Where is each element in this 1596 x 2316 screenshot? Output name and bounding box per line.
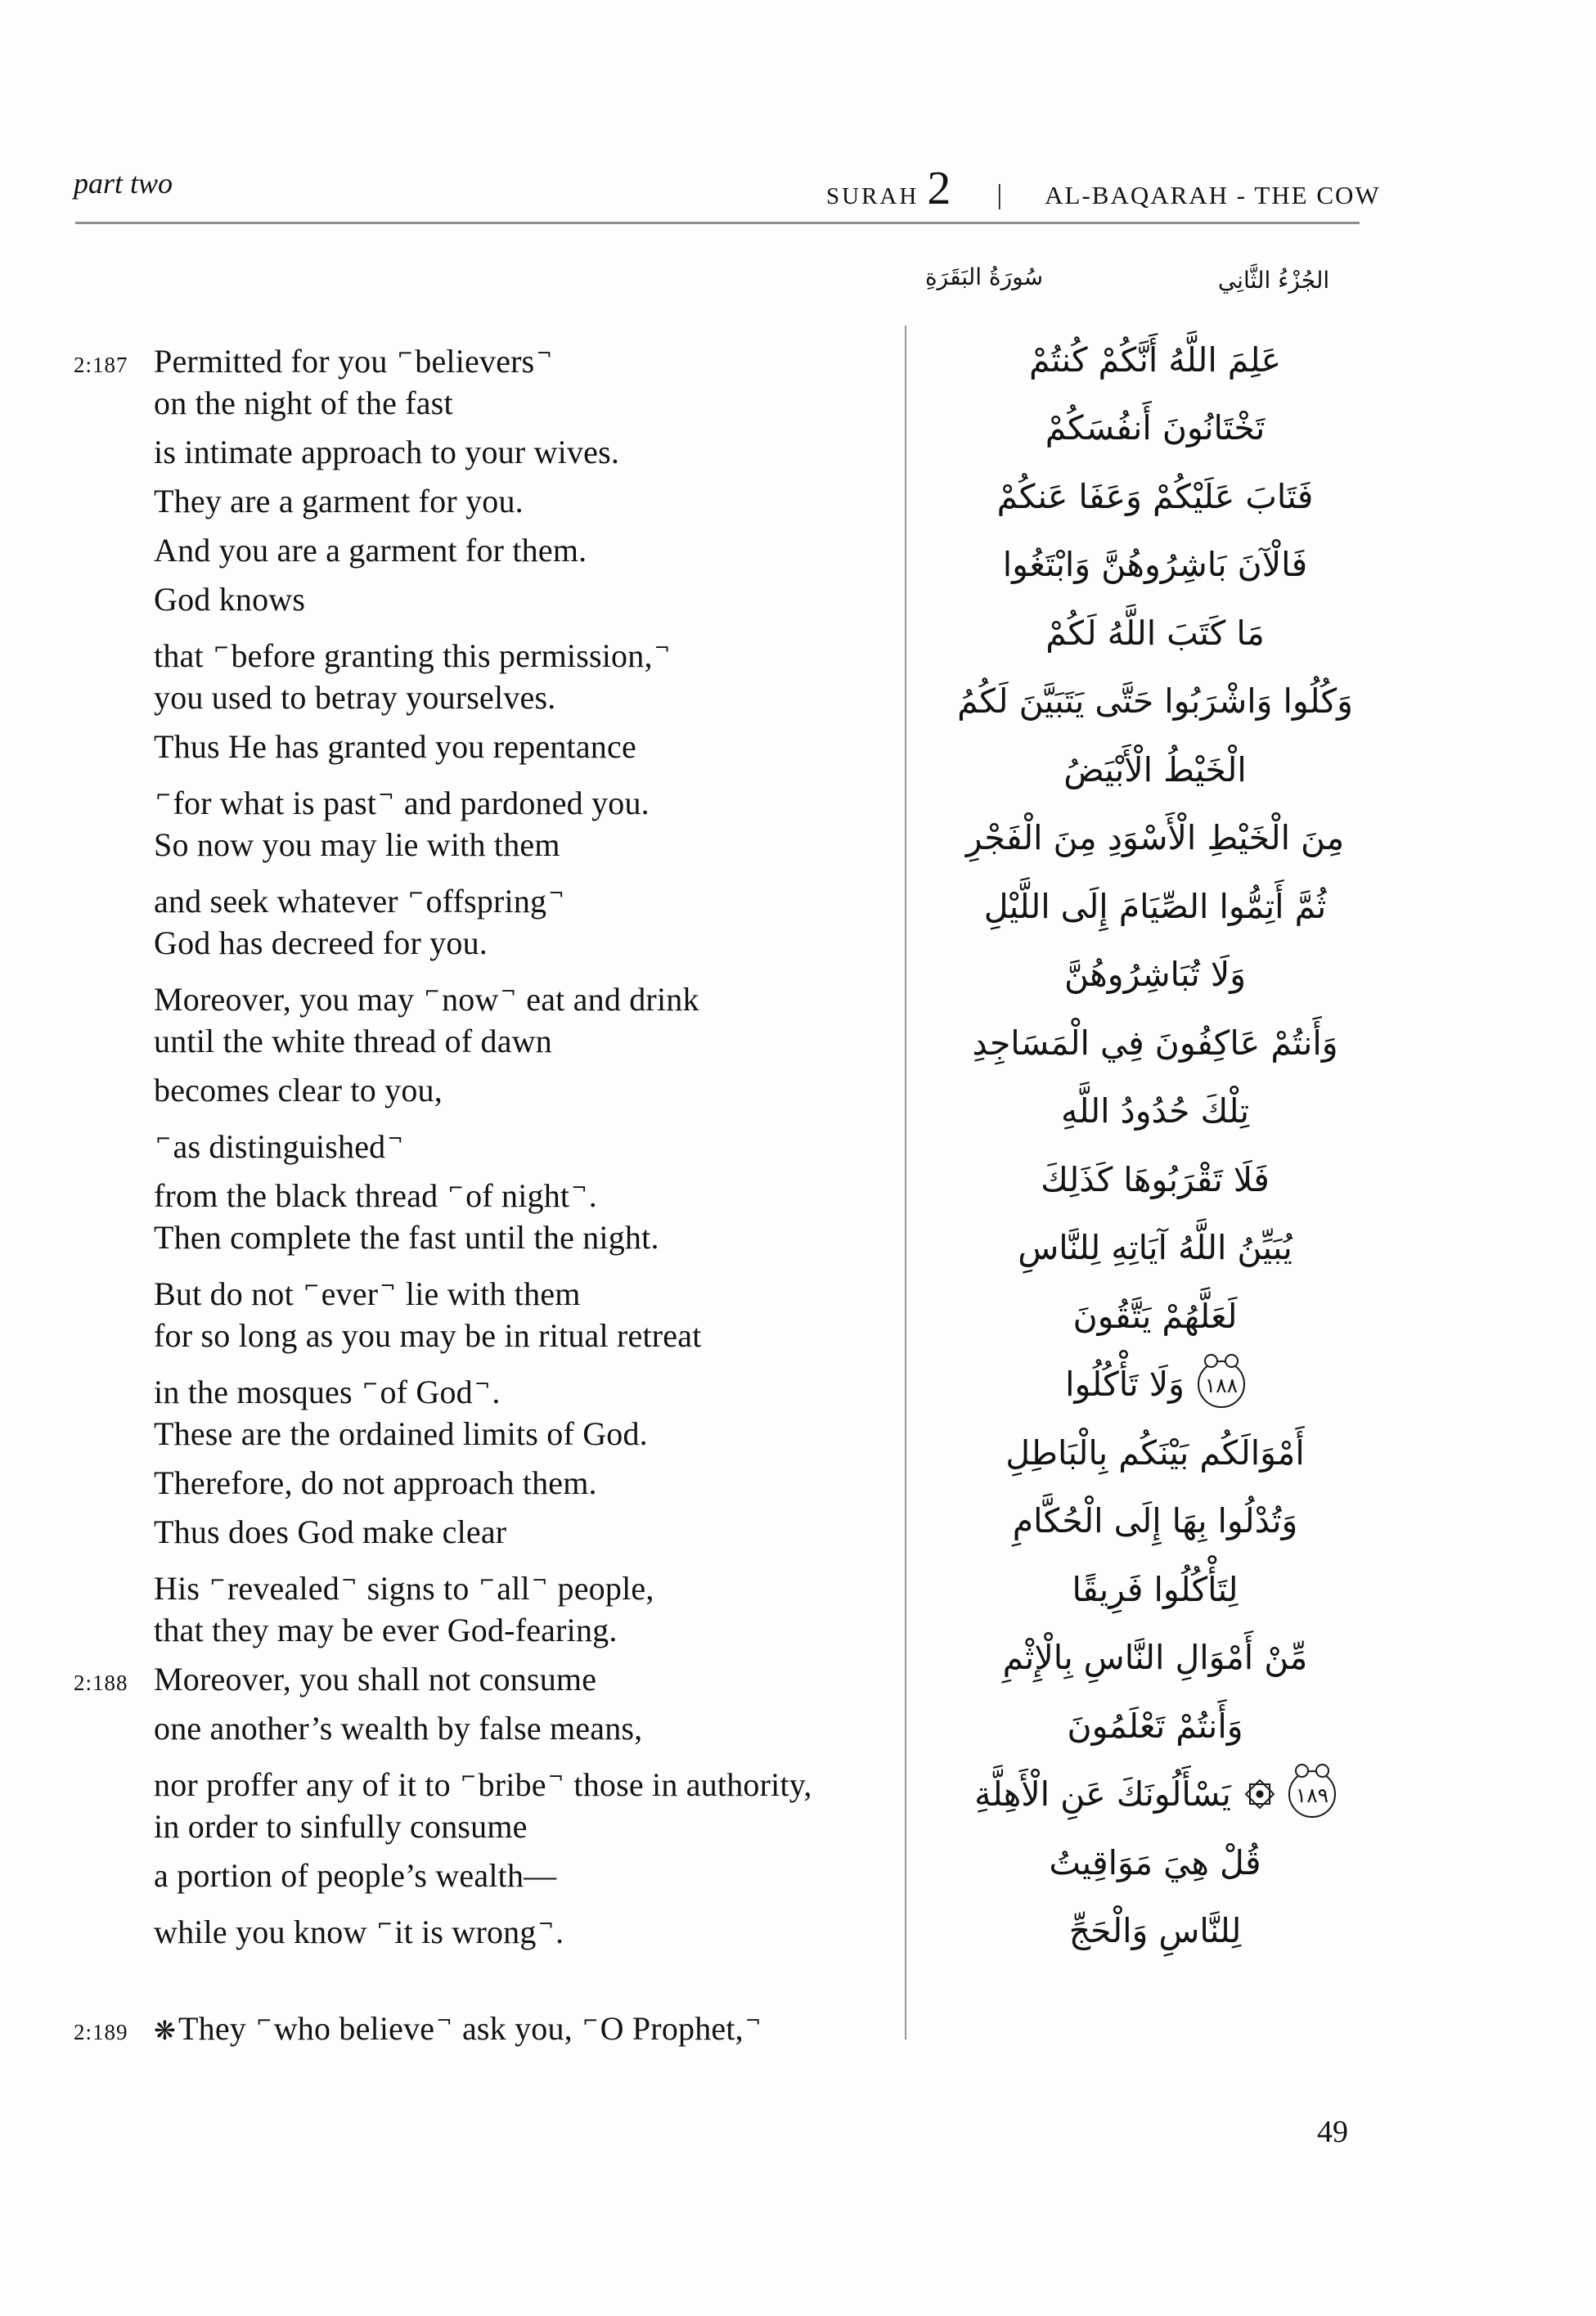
translation-phrase: you used to betray yourselves. (154, 679, 556, 716)
translation-text (154, 1808, 528, 1845)
translation-text (154, 728, 636, 765)
translation-phrase: His ⌐revealed¬ signs to ⌐all¬ people, (154, 1570, 654, 1607)
translation-phrase: But do not ⌐ever¬ lie with them (154, 1275, 581, 1312)
arabic-phrase: وَلَا تَأْكُلُوا (1065, 1365, 1185, 1405)
translation-phrase: a portion of people’s wealth— (154, 1857, 557, 1894)
translation-line (0, 1655, 900, 1704)
translation-phrase: God has decreed for you. (154, 924, 488, 961)
translation-text (154, 385, 453, 421)
translation-phrase: that ⌐before granting this permission,¬ (154, 637, 671, 674)
translation-line (0, 624, 900, 673)
column-divider (905, 326, 906, 2039)
arabic-phrase: فَلَا تَقْرَبُوهَا كَذَلِكَ (1041, 1159, 1270, 1199)
arabic-phrase: وَتُدْلُوا بِهَا إِلَى الْحُكَّامِ (1012, 1501, 1298, 1541)
translation-text (154, 679, 555, 716)
arabic-line (910, 1214, 1400, 1283)
translation-text (154, 1570, 654, 1607)
translation-line (0, 1900, 900, 1949)
translation-phrase: Thus does God make clear (154, 1513, 507, 1550)
translation-line (0, 379, 900, 428)
translation-line (0, 1508, 900, 1557)
translation-line (0, 575, 900, 624)
arabic-line (910, 941, 1400, 1010)
arabic-line (910, 1761, 1400, 1829)
verse-medallion-icon (1288, 1770, 1336, 1818)
translation-text (154, 1128, 405, 1165)
translation-line (0, 1557, 900, 1606)
translation-text (154, 1914, 564, 1950)
translation-phrase: Therefore, do not approach them. (154, 1464, 597, 1501)
header-separator: | (996, 180, 1003, 210)
translation-phrase: from the black thread ⌐of night¬. (154, 1177, 597, 1214)
translation-phrase: They are a garment for you. (154, 483, 524, 519)
translation-phrase: Moreover, you may ⌐now¬ eat and drink (154, 981, 699, 1018)
arabic-phrase: قُلْ هِيَ مَوَاقِيتُ (1049, 1842, 1261, 1882)
translation-text (154, 1219, 659, 1256)
translation-text (154, 1513, 506, 1550)
translation-line (0, 1410, 900, 1459)
arabic-phrase: تَخْتَانُونَ أَنفُسَكُمْ (1045, 408, 1266, 448)
translation-line (0, 821, 900, 870)
translation-line (0, 1262, 900, 1311)
english-translation-column (0, 330, 900, 2046)
translation-phrase: until the white thread of dawn (154, 1023, 552, 1059)
arabic-phrase: فَتَابَ عَلَيْكُمْ وَعَفَا عَنكُمْ (996, 476, 1314, 516)
translation-text (154, 1072, 443, 1109)
translation-phrase: in the mosques ⌐of God¬. (154, 1374, 501, 1410)
translation-line (0, 1115, 900, 1164)
verse-number-arabic: ١٨٨ (1204, 1373, 1239, 1397)
translation-phrase: that they may be ever God-fearing. (154, 1612, 618, 1648)
translation-line (0, 771, 900, 821)
translation-text (154, 1766, 812, 1803)
arabic-line (910, 804, 1400, 873)
translation-phrase: in order to sinfully consume (154, 1808, 528, 1845)
part-label: part two (74, 167, 173, 200)
page-number: 49 (1317, 2115, 1348, 2149)
arabic-line (910, 1351, 1400, 1419)
translation-text (154, 1177, 597, 1214)
juz-label-arabic: الجُزْءُ الثَّانِي (1217, 267, 1330, 294)
translation-phrase: one another’s wealth by false means, (154, 1710, 643, 1747)
arabic-phrase: وَأَنتُمْ تَعْلَمُونَ (1067, 1706, 1243, 1746)
verse-number-label: 2:189 (74, 2020, 128, 2044)
translation-phrase: God knows (154, 581, 306, 618)
arabic-line (910, 735, 1400, 804)
translation-line (0, 919, 900, 968)
translation-text (154, 637, 672, 674)
arabic-phrase: لِتَأْكُلُوا فَرِيقًا (1072, 1569, 1239, 1609)
arabic-phrase: مِنَ الْخَيْطِ الْأَسْوَدِ مِنَ الْفَجْرِ (965, 818, 1345, 858)
translation-line (0, 1164, 900, 1213)
arabic-line (910, 1624, 1400, 1693)
translation-line (0, 673, 900, 722)
verse-medallion-icon (1198, 1360, 1245, 1408)
arabic-phrase: عَلِمَ اللَّهُ أَنَّكُمْ كُنتُمْ (1028, 340, 1282, 380)
translation-phrase: Permitted for you ⌐believers¬ (154, 343, 552, 380)
arabic-phrase: ثُمَّ أَتِمُّوا الصِّيَامَ إِلَى اللَّيْلِ (983, 886, 1327, 926)
translation-phrase: So now you may lie with them (154, 826, 560, 863)
arabic-phrase: الْخَيْطُ الْأَبْيَضُ (1063, 749, 1247, 789)
surah-number: 2 (927, 161, 951, 214)
arabic-phrase: لِلنَّاسِ وَالْحَجِّ (1068, 1911, 1242, 1951)
translation-text (154, 1374, 501, 1410)
rub-el-hizb-icon (1244, 1779, 1275, 1810)
translation-phrase: for so long as you may be in ritual retreat (154, 1317, 702, 1354)
translation-text (154, 532, 587, 569)
translation-phrase: nor proffer any of it to ⌐bribe¬ those in authority, (154, 1766, 812, 1803)
arabic-phrase: مِّنْ أَمْوَالِ النَّاسِ بِالْإِثْمِ (1002, 1638, 1308, 1678)
arabic-line (910, 394, 1400, 463)
translation-line (0, 1997, 900, 2046)
translation-text (154, 581, 305, 618)
arabic-text-column (910, 326, 1400, 1965)
translation-phrase: Moreover, you shall not consume (154, 1661, 597, 1698)
translation-phrase: ⌐as distinguished¬ (155, 1128, 403, 1165)
translation-line (0, 1360, 900, 1410)
translation-line (0, 1213, 900, 1262)
translation-text (154, 1710, 642, 1747)
arabic-phrase: وَلَا تُبَاشِرُوهُنَّ (1063, 955, 1247, 995)
arabic-line (910, 1145, 1400, 1214)
arabic-phrase: أَمْوَالَكُم بَيْنَكُم بِالْبَاطِلِ (1005, 1432, 1305, 1473)
arabic-phrase: مَا كَتَبَ اللَّهُ لَكُمْ (1045, 613, 1265, 653)
translation-line (0, 526, 900, 575)
surah-name-arabic: سُورَةُ البَقَرَةِ (924, 263, 1044, 290)
verse-number-arabic: ١٨٩ (1295, 1783, 1329, 1807)
translation-line (0, 1606, 900, 1655)
header-rule (75, 222, 1360, 224)
arabic-line (910, 1009, 1400, 1077)
translation-text (154, 785, 650, 821)
translation-line (0, 870, 900, 919)
translation-line (0, 1802, 900, 1851)
translation-phrase: is intimate approach to your wives. (154, 434, 620, 470)
arabic-line (910, 326, 1400, 394)
translation-line (0, 1017, 900, 1066)
translation-text (154, 483, 524, 519)
arabic-line (910, 1828, 1400, 1897)
translation-text (154, 2010, 762, 2047)
arabic-line (910, 1555, 1400, 1624)
translation-line (0, 477, 900, 526)
translation-text (154, 924, 488, 961)
translation-phrase: ⌐for what is past¬ and pardoned you. (155, 785, 650, 821)
arabic-line (910, 1897, 1400, 1966)
translation-phrase: These are the ordained limits of God. (154, 1415, 648, 1452)
translation-text (154, 1857, 556, 1894)
verse-number-label: 2:188 (74, 1671, 128, 1695)
arabic-line (910, 1487, 1400, 1556)
translation-line (0, 1851, 900, 1900)
translation-text (154, 826, 560, 863)
arabic-phrase: فَالْآنَ بَاشِرُوهُنَّ وَابْتَغُوا (1002, 545, 1308, 585)
arabic-line (910, 872, 1400, 941)
translation-phrase: while you know ⌐it is wrong¬. (154, 1914, 564, 1950)
surah-name: AL-BAQARAH - THE COW (1045, 181, 1381, 209)
translation-line (0, 968, 900, 1017)
arabic-phrase: يُبَيِّنُ اللَّهُ آيَاتِهِ لِلنَّاسِ (1018, 1228, 1293, 1268)
arabic-phrase: وَأَنتُمْ عَاكِفُونَ فِي الْمَسَاجِدِ (972, 1023, 1338, 1063)
translation-text (154, 1464, 597, 1501)
arabic-phrase: يَسْأَلُونَكَ عَنِ الْأَهِلَّةِ (974, 1774, 1231, 1815)
arabic-line (910, 1419, 1400, 1487)
arabic-line (910, 1077, 1400, 1146)
translation-phrase: And you are a garment for them. (154, 532, 587, 569)
translation-text (154, 1415, 648, 1452)
arabic-phrase: لَعَلَّهُمْ يَتَّقُونَ (1072, 1296, 1238, 1336)
arabic-line (910, 1692, 1400, 1761)
arabic-phrase: وَكُلُوا وَاشْرَبُوا حَتَّى يَتَبَيَّنَ لَكُمُ (957, 681, 1353, 722)
translation-line (0, 428, 900, 477)
translation-phrase: Then complete the fast until the night. (154, 1219, 659, 1256)
translation-phrase: and seek whatever ⌐offspring¬ (154, 883, 564, 920)
arabic-phrase: تِلْكَ حُدُودُ اللَّهِ (1061, 1091, 1249, 1131)
translation-line (0, 1704, 900, 1753)
translation-line (0, 330, 900, 379)
translation-line (0, 1311, 900, 1360)
surah-word: SURAH (826, 183, 919, 209)
translation-text (154, 1317, 702, 1354)
arabic-line (910, 599, 1400, 668)
translation-phrase: Thus He has granted you repentance (154, 728, 636, 765)
verse-number-label: 2:187 (74, 353, 128, 377)
translation-text (154, 1661, 596, 1698)
arabic-line (910, 1282, 1400, 1351)
translation-line (0, 1753, 900, 1802)
translation-phrase: on the night of the fast (154, 385, 453, 421)
translation-text (154, 981, 699, 1018)
translation-text (154, 434, 619, 470)
translation-text (154, 1023, 552, 1059)
translation-line (0, 722, 900, 771)
section-flower-icon: ❋ (154, 2015, 177, 2046)
page-header (826, 160, 1381, 215)
translation-line (0, 1066, 900, 1115)
translation-phrase: They ⌐who believe¬ ask you, ⌐O Prophet,¬ (178, 2010, 762, 2047)
translation-phrase: becomes clear to you, (154, 1072, 443, 1109)
translation-text (154, 1275, 581, 1312)
translation-text (154, 1612, 618, 1648)
arabic-line (910, 531, 1400, 600)
translation-text (154, 883, 566, 920)
translation-line (0, 1459, 900, 1508)
arabic-line (910, 668, 1400, 736)
translation-text (154, 343, 554, 380)
arabic-line (910, 462, 1400, 531)
